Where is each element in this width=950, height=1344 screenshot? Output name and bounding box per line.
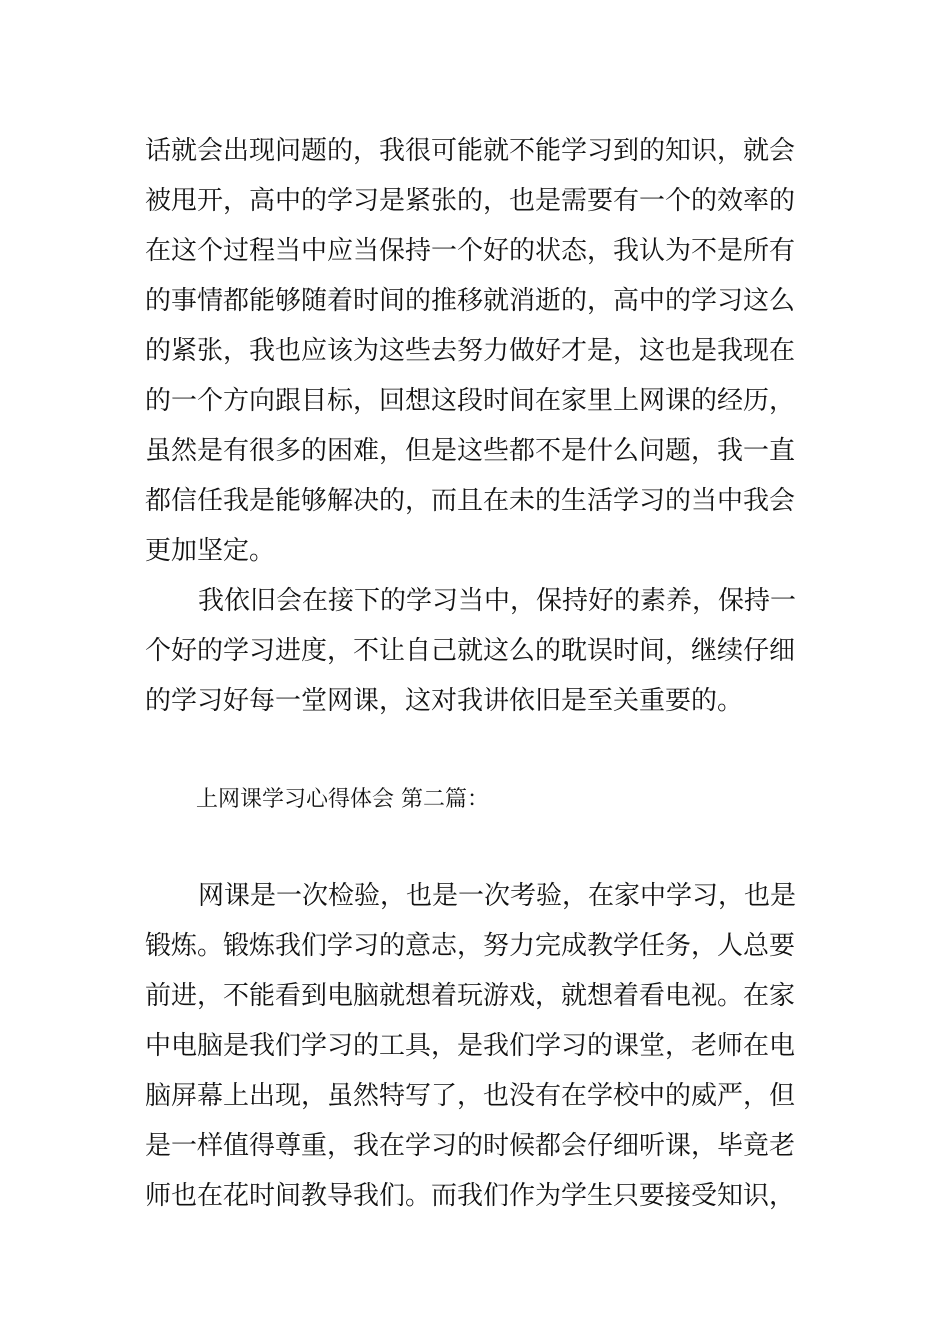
paragraph-2-line-2: 个好的学习进度，不让自己就这么的耽误时间，继续仔细 <box>145 636 796 666</box>
paragraph-3-line-3: 前进，不能看到电脑就想着玩游戏，就想着看电视。在家 <box>145 981 796 1011</box>
paragraph-1-line-7: 虽然是有很多的困难，但是这些都不是什么问题，我一直 <box>145 436 796 466</box>
paragraph-1-line-9: 更加坚定。 <box>145 536 276 566</box>
paragraph-1-line-4: 的事情都能够随着时间的推移就消逝的，高中的学习这么 <box>145 286 796 316</box>
paragraph-1-line-1: 话就会出现问题的，我很可能就不能学习到的知识，就会 <box>145 136 796 166</box>
paragraph-3-line-6: 是一样值得尊重，我在学习的时候都会仔细听课，毕竟老 <box>145 1131 796 1161</box>
paragraph-3-line-5: 脑屏幕上出现，虽然特写了，也没有在学校中的威严，但 <box>145 1081 796 1111</box>
paragraph-3-line-2: 锻炼。锻炼我们学习的意志，努力完成教学任务，人总要 <box>145 931 796 961</box>
paragraph-1-line-2: 被甩开，高中的学习是紧张的，也是需要有一个的效率的 <box>145 186 796 216</box>
paragraph-3-line-1: 网课是一次检验，也是一次考验，在家中学习，也是 <box>198 881 797 911</box>
paragraph-1-line-3: 在这个过程当中应当保持一个好的状态，我认为不是所有 <box>145 236 796 266</box>
paragraph-3-line-4: 中电脑是我们学习的工具，是我们学习的课堂，老师在电 <box>145 1031 796 1061</box>
paragraph-1-line-6: 的一个方向跟目标，回想这段时间在家里上网课的经历， <box>145 386 796 416</box>
section-heading: 上网课学习心得体会 第二篇： <box>196 787 489 812</box>
paragraph-3-line-7: 师也在花时间教导我们。而我们作为学生只要接受知识， <box>145 1181 796 1211</box>
paragraph-1-line-8: 都信任我是能够解决的，而且在未的生活学习的当中我会 <box>145 486 796 516</box>
paragraph-1-line-5: 的紧张，我也应该为这些去努力做好才是，这也是我现在 <box>145 336 796 366</box>
paragraph-2-line-1: 我依旧会在接下的学习当中，保持好的素养，保持一 <box>198 586 797 616</box>
paragraph-2-line-3: 的学习好每一堂网课，这对我讲依旧是至关重要的。 <box>145 686 744 716</box>
